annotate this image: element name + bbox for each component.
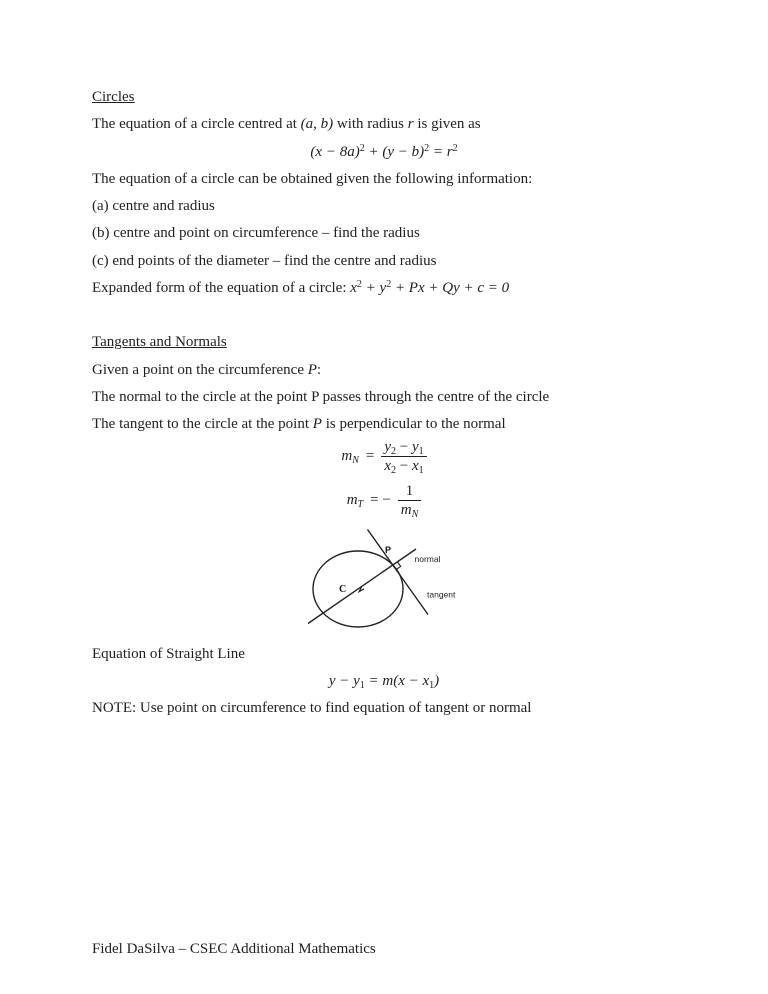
circle-tangent-diagram — [298, 527, 470, 635]
paragraph-tangent-fact — [92, 411, 676, 438]
text-run: Given a point on the circumference — [92, 361, 308, 378]
fraction-denominator — [398, 501, 422, 518]
text-run: is perpendicular to the normal — [321, 416, 506, 433]
math-run: − — [396, 438, 412, 455]
math-run: (x − 8a) — [310, 143, 360, 160]
list-item-b: (b) centre and point on circumference – find the radius — [92, 225, 420, 242]
variable: x — [384, 457, 391, 474]
text-run: The tangent to the circle at the point — [92, 416, 313, 433]
tangent-line — [368, 529, 429, 614]
normal-line — [308, 549, 416, 624]
math-run — [347, 492, 363, 509]
math-run: r — [407, 116, 414, 133]
list-item-c: (c) end points of the diameter – find the centre and radius — [92, 252, 437, 269]
subscript: N — [411, 508, 419, 520]
section-heading-circles: Circles — [92, 89, 135, 105]
math-run: P — [307, 361, 317, 378]
superscript: 2 — [359, 142, 365, 154]
math-run: + (y − b) — [364, 143, 425, 160]
variable: m — [346, 491, 358, 508]
math-run: y − y — [328, 672, 360, 689]
point-p-label: P — [385, 544, 392, 555]
formula-normal-slope — [92, 439, 676, 474]
math-run: = r — [429, 143, 453, 160]
center-c-label: C — [339, 583, 347, 595]
fraction-denominator — [381, 457, 426, 474]
paragraph-given-point — [92, 357, 676, 384]
text-run: The equation of a circle centred at — [92, 116, 301, 133]
blank-line — [92, 302, 676, 329]
subscript: N — [352, 454, 359, 466]
paragraph-note: NOTE: Use point on circumference to find equation of tangent or normal — [92, 700, 532, 717]
variable: y — [384, 438, 391, 455]
fraction — [381, 439, 426, 474]
fraction-numerator: 1 — [398, 483, 422, 501]
page-footer: Fidel DaSilva – CSEC Additional Mathematics — [92, 941, 376, 957]
circle-tangent-figure — [92, 527, 676, 635]
equals-minus-sign: = − — [370, 491, 391, 508]
variable: m — [400, 501, 412, 518]
heading-straight-line: Equation of Straight Line — [92, 645, 245, 662]
equation-circle-standard — [92, 139, 676, 166]
math-run: (a, b) — [300, 116, 334, 133]
subscript: 1 — [429, 679, 435, 691]
paragraph-expanded-form — [92, 275, 676, 302]
subscript: 1 — [418, 445, 424, 457]
subscript: 2 — [391, 445, 396, 457]
subscript: T — [357, 498, 364, 510]
superscript: 2 — [356, 279, 362, 291]
math-run: + Px + Qy + c = 0 — [391, 280, 510, 297]
superscript: 2 — [424, 142, 430, 154]
math-run: x — [350, 280, 357, 297]
math-run: + y — [361, 280, 387, 297]
section-heading-tangents: Tangents and Normals — [92, 334, 227, 351]
text-run: : — [316, 361, 322, 378]
math-run: P — [312, 416, 322, 433]
page-content — [92, 84, 676, 722]
list-item-a: (a) centre and radius — [92, 198, 215, 215]
equation-straight-line — [92, 668, 676, 695]
math-run: ) — [434, 672, 440, 689]
variable: y — [411, 438, 419, 455]
math-run: − — [396, 457, 412, 474]
text-run: with radius — [333, 116, 408, 133]
text-run: Expanded form of the equation of a circle: — [92, 280, 351, 297]
superscript: 2 — [386, 279, 392, 291]
equals-sign: = — [365, 447, 375, 464]
paragraph-circle-intro — [92, 111, 676, 138]
formula-tangent-slope — [92, 483, 676, 518]
variable: m — [341, 447, 353, 464]
fraction-numerator — [381, 439, 426, 457]
subscript: 1 — [418, 464, 424, 476]
paragraph-normal-fact: The normal to the circle at the point P passes through the centre of the circle — [92, 388, 550, 405]
math-run: = m(x − x — [364, 672, 430, 689]
subscript: 2 — [391, 464, 396, 476]
text-run: is given as — [413, 116, 481, 133]
normal-label: normal — [414, 553, 441, 564]
subscript: 1 — [359, 679, 365, 691]
paragraph-obtain: The equation of a circle can be obtained given the following information: — [92, 170, 533, 187]
fraction — [398, 483, 422, 518]
tangent-label: tangent — [427, 589, 456, 600]
variable: x — [411, 457, 419, 474]
superscript: 2 — [452, 142, 458, 154]
math-run — [341, 448, 359, 465]
